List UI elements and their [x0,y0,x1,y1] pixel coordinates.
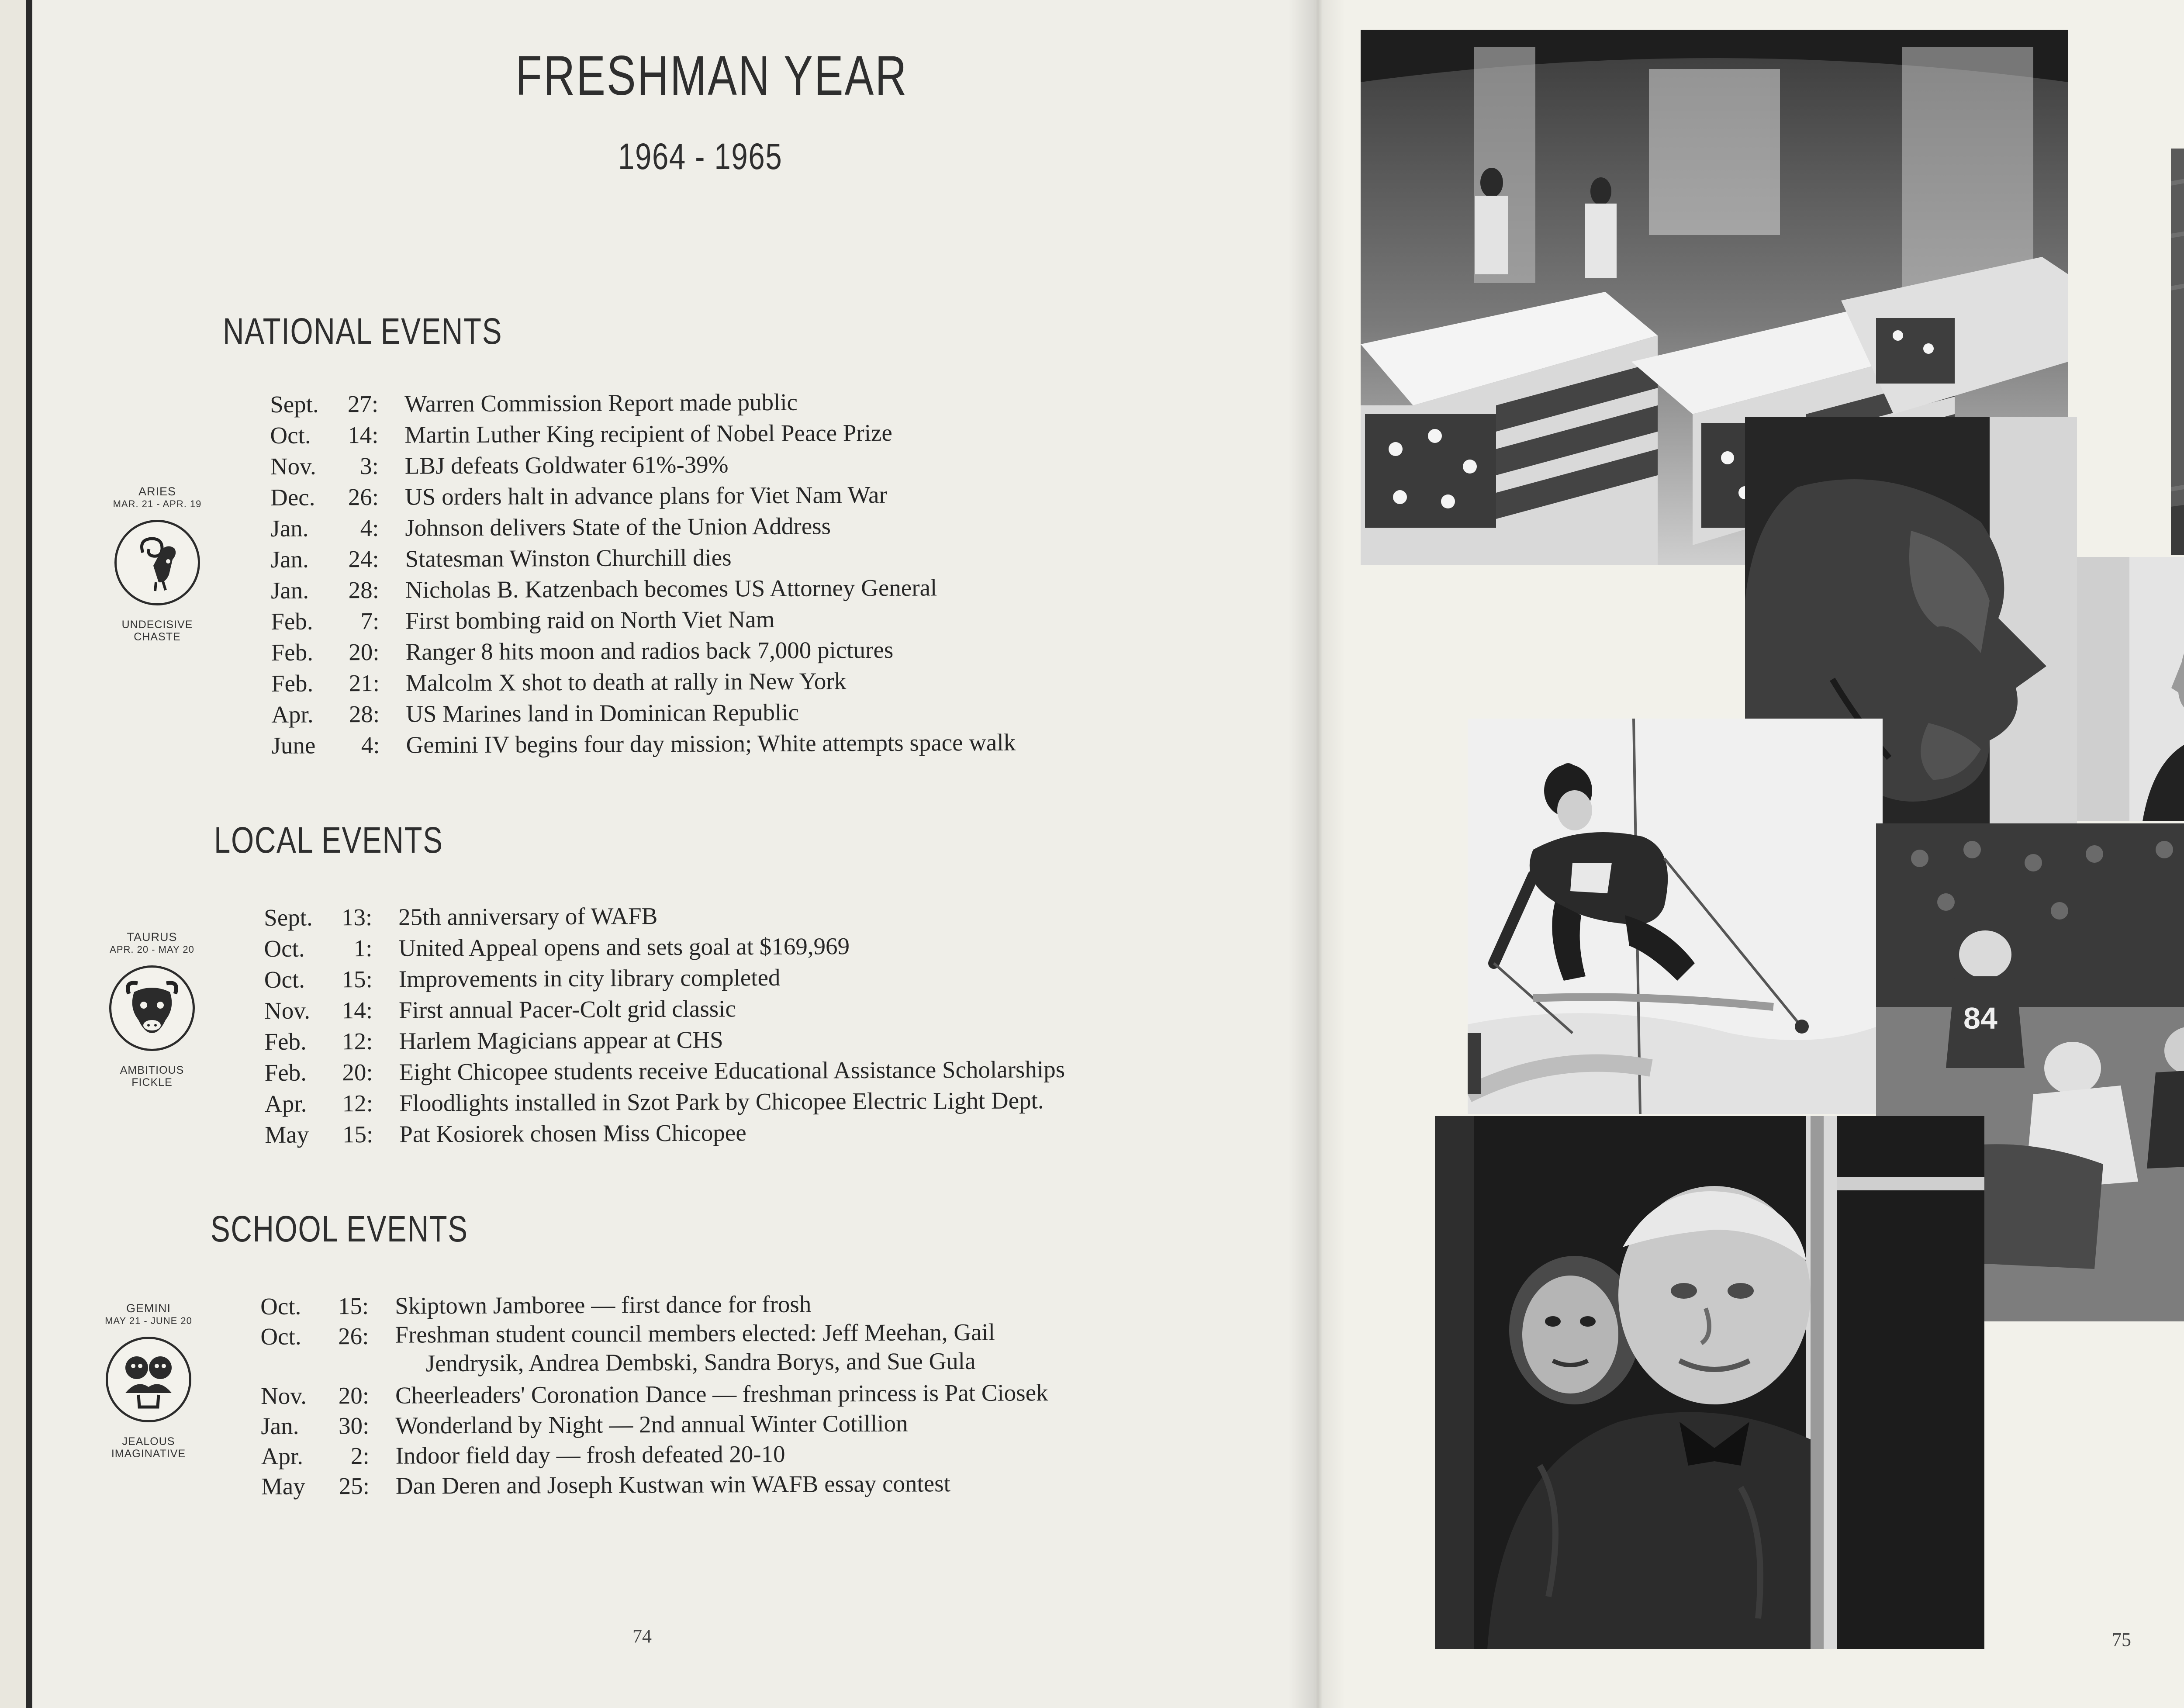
event-day: 15: [342,1120,373,1148]
event-text: Eight Chicopee students receive Educational Assistance Scholarships [399,1056,1065,1086]
event-text: Johnson delivers State of the Union Address [405,512,831,541]
event-text: Ranger 8 hits moon and radios back 7,000 pictures [405,636,894,665]
event-date [271,698,393,728]
event-description [405,449,729,481]
event-day: 30: [338,1412,370,1439]
event-day: 26: [338,1322,369,1350]
school-events-heading: SCHOOL EVENTS [211,1208,468,1249]
event-month: Apr. [261,1442,304,1469]
zodiac-range: MAR. 21 - APR. 19 [113,498,202,509]
event-month: Feb. [271,670,314,697]
svg-text:84: 84 [1963,1001,1997,1035]
event-text: Indoor field day — frosh defeated 20-10 [395,1440,785,1469]
page-number: 75 [2112,1629,2131,1650]
event-date [261,1470,383,1500]
event-description [399,962,781,995]
event-day: 25: [339,1472,370,1500]
event-month: Sept. [270,391,319,418]
event-text: Dan Deren and Joseph Kustwan win WAFB essay contest [395,1470,950,1499]
local-events-list [264,902,1065,1150]
page-number: 74 [632,1625,652,1647]
event-description [404,417,892,450]
event-day: 1: [353,934,373,962]
event-day: 12: [342,1027,373,1055]
event-text: Malcolm X shot to death at rally in New York [405,667,847,696]
event-month: May [265,1121,309,1148]
event-month: Oct. [270,422,311,449]
event-day: 20: [342,1058,373,1086]
event-description [398,900,658,933]
event-description [395,1317,1173,1378]
event-day: 7: [360,607,380,635]
event-text: Gemini IV begins four day mission; White attempts space walk [406,729,1016,758]
event-day: 21: [349,669,380,697]
year-range: 1964 - 1965 [618,136,783,177]
ram-icon [114,520,200,605]
national-events-list [270,388,1016,761]
event-row [260,1318,995,1380]
event-description [399,1024,723,1056]
bull-icon [109,965,195,1051]
astronauts-capsule-recovery-photo [2171,149,2184,555]
event-month: Oct. [260,1293,301,1320]
event-date [270,574,392,604]
event-month: Oct. [260,1323,301,1350]
event-text: Warren Commission Report made public [404,388,798,417]
event-text: LBJ defeats Goldwater 61%-39% [404,451,729,479]
event-description [398,930,850,964]
zodiac-range: APR. 20 - MAY 20 [110,944,194,955]
event-day: 28: [348,576,380,604]
event-day: 2: [350,1442,370,1469]
binding-margin [0,0,26,1708]
event-description [406,697,799,730]
event-date [271,605,392,635]
event-description [406,727,1016,761]
right-page [1315,0,2184,1708]
zodiac-trait: FICKLE [131,1076,173,1089]
event-month: Jan. [270,577,309,604]
event-text: Wonderland by Night — 2nd annual Winter Cotillion [395,1410,908,1439]
event-month: Jan. [270,546,309,573]
event-text: Statesman Winston Churchill dies [405,544,732,572]
event-text: Skiptown Jamboree — first dance for frosh [395,1290,812,1319]
event-text: Harlem Magicians appear at CHS [399,1026,723,1055]
event-date [261,1440,382,1469]
event-month: Feb. [271,639,314,666]
event-month: Oct. [264,935,305,962]
event-month: Nov. [264,997,311,1024]
event-month: Feb. [264,1059,307,1086]
event-description [399,1085,1044,1118]
event-day: 14: [342,996,373,1024]
zodiac-gemini [83,1302,214,1460]
local-events-heading: LOCAL EVENTS [214,819,443,861]
event-month: Nov. [260,1382,307,1409]
zodiac-trait: AMBITIOUS [120,1064,184,1076]
event-day: 26: [348,483,379,511]
skier-photo [1468,719,1883,1114]
event-text: United Appeal opens and sets goal at $169,969 [398,933,850,961]
event-description [405,479,887,512]
event-text: Improvements in city library completed [398,964,781,992]
event-description [396,1468,950,1501]
event-day: 15: [342,965,373,993]
zodiac-name: GEMINI [126,1302,171,1315]
event-day: 24: [348,545,379,573]
event-date [270,481,392,511]
event-month: Feb. [271,608,313,635]
event-day: 20: [349,638,380,666]
event-description [405,510,831,543]
event-month: May [261,1473,305,1500]
event-month: Oct. [264,966,305,993]
event-description [406,665,847,698]
event-text: Pat Kosiorek chosen Miss Chicopee [399,1119,746,1148]
twins-icon [106,1337,191,1422]
event-text: Martin Luther King recipient of Nobel Peace Prize [404,419,893,448]
event-month: June [271,732,316,759]
event-day: 3: [359,452,379,480]
event-month: Feb. [264,1028,307,1055]
national-events-heading: NATIONAL EVENTS [223,311,503,352]
event-date [270,419,391,449]
event-description [399,1117,746,1149]
event-text: US orders halt in advance plans for Viet Nam War [404,481,887,510]
event-description [404,387,798,419]
school-events-list [260,1290,1048,1501]
event-text: 25th anniversary of WAFB [398,902,658,930]
zodiac-taurus [86,930,218,1089]
event-month: Nov. [270,453,316,480]
event-date [271,636,392,666]
event-description [395,1408,908,1441]
event-day: 14: [348,421,379,449]
event-description [405,572,937,605]
lbj-profile-photo [2077,557,2184,821]
event-month: Jan. [261,1412,299,1439]
event-month: Apr. [271,701,314,728]
event-description [399,993,736,1025]
event-description [405,634,893,667]
event-month: Sept. [264,904,313,931]
event-description [405,542,732,574]
event-day: 15: [338,1292,369,1320]
event-description [395,1438,785,1471]
event-month: Jan. [270,515,309,542]
zodiac-trait: CHASTE [134,631,181,643]
event-text: Freshman student council members elected: Jeff Meehan, Gail [395,1318,995,1348]
event-description [395,1288,811,1321]
churchill-photo [1435,1116,1984,1649]
event-date [261,1410,382,1439]
event-description [395,1377,1048,1411]
event-day: 4: [361,731,380,759]
event-day: 20: [338,1382,370,1409]
event-date [270,388,391,418]
binding-edge [26,0,32,1708]
event-day: 12: [342,1089,373,1117]
event-date [271,667,393,697]
event-text: First annual Pacer-Colt grid classic [398,995,736,1023]
event-date [270,543,392,573]
event-text: US Marines land in Dominican Republic [406,698,799,727]
event-text: Cheerleaders' Coronation Dance — freshman princess is Pat Ciosek [395,1379,1048,1409]
event-month: Dec. [270,484,315,511]
zodiac-trait: UNDECISIVE [121,619,193,631]
event-day: 28: [349,700,380,728]
event-date [270,512,392,542]
event-date [260,1290,382,1320]
event-text: Nicholas B. Katzenbach becomes US Attorney General [405,574,937,603]
event-day: 4: [360,514,379,542]
event-day: 13: [341,903,373,931]
zodiac-trait: JEALOUS [122,1435,175,1448]
event-date [270,450,392,480]
event-text: First bombing raid on North Viet Nam [405,605,775,634]
zodiac-aries [92,485,223,643]
zodiac-range: MAY 21 - JUNE 20 [105,1315,192,1326]
event-month: Apr. [264,1090,307,1117]
event-day: 27: [347,390,379,418]
page-title: FRESHMAN YEAR [515,45,908,107]
event-description [405,604,774,636]
event-text-continued: Jendrysik, Andrea Dembski, Sandra Borys, and Sue Gula [425,1347,976,1377]
event-text: Floodlights installed in Szot Park by Chicopee Electric Light Dept. [399,1087,1044,1117]
spine-shadow [1289,0,1345,1708]
zodiac-trait: IMAGINATIVE [111,1448,186,1460]
zodiac-name: ARIES [138,485,176,498]
event-description [399,1054,1065,1088]
zodiac-name: TAURUS [127,930,177,944]
